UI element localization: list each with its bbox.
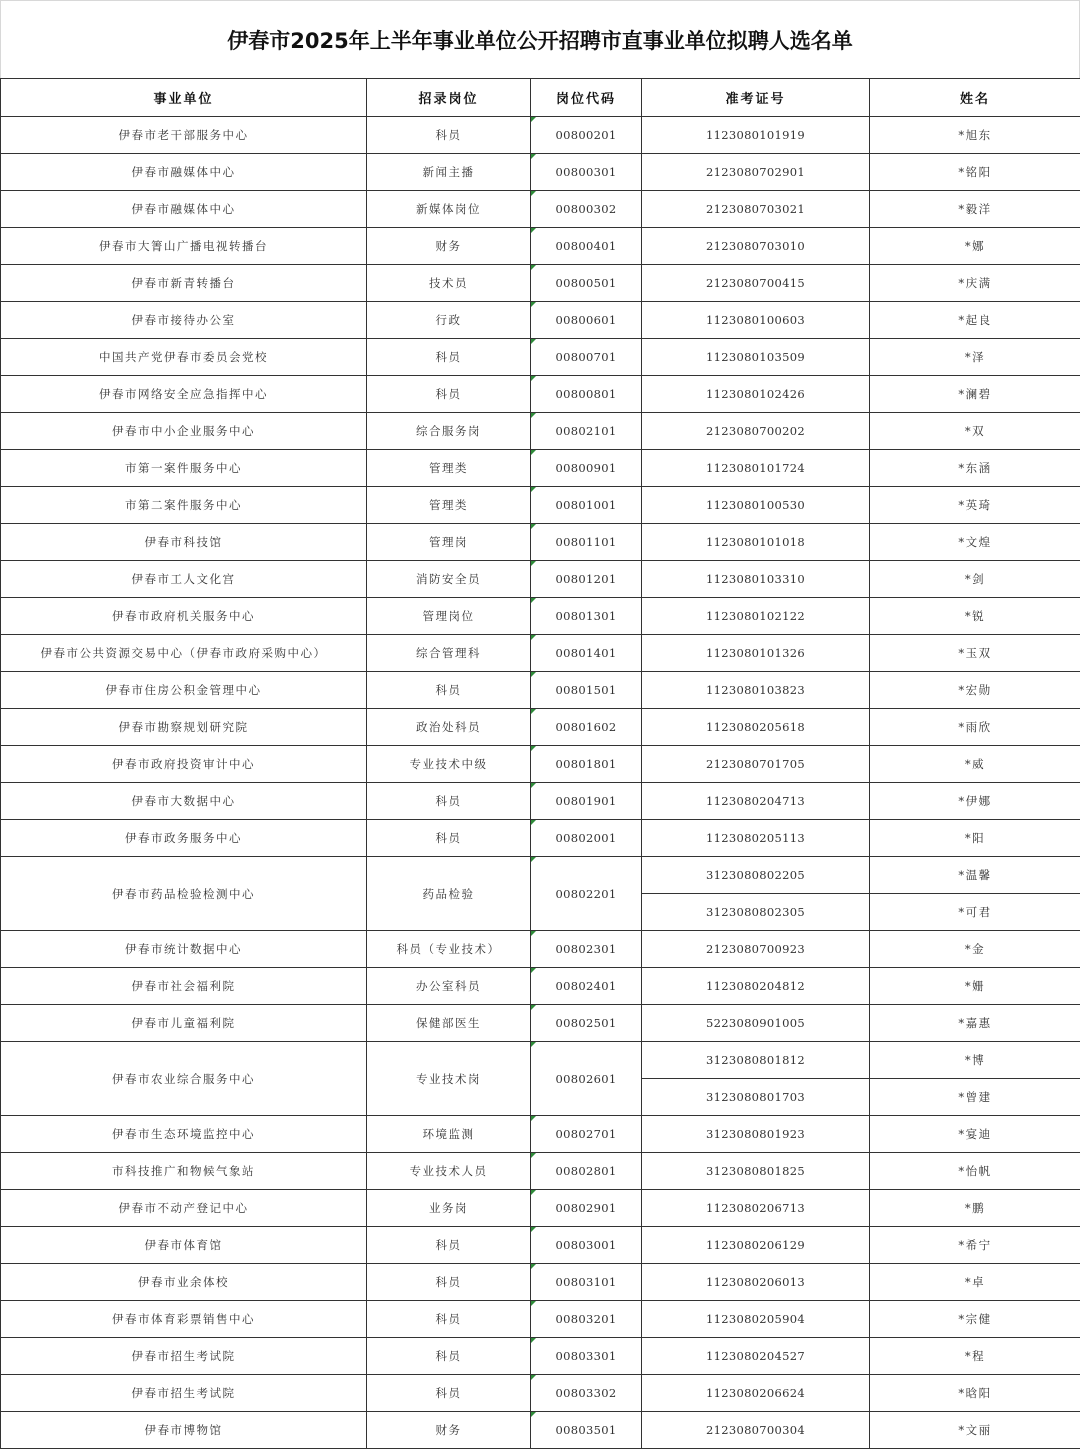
cell-name: *旭东 — [870, 117, 1080, 154]
cell-code: 00802301 — [531, 931, 642, 968]
cell-code: 00801401 — [531, 635, 642, 672]
cell-exam-number: 1123080101919 — [642, 117, 870, 154]
cell-name: *锐 — [870, 598, 1080, 635]
cell-position: 科员 — [367, 376, 531, 413]
table-row — [1, 1412, 1080, 1449]
cell-code: 00803302 — [531, 1375, 642, 1412]
cell-name: *庆满 — [870, 265, 1080, 302]
cell-name: *起良 — [870, 302, 1080, 339]
cell-name: *娜 — [870, 228, 1080, 265]
table-row — [1, 1153, 1080, 1190]
table-row — [1, 1264, 1080, 1301]
table-row — [1, 265, 1080, 302]
cell-exam-number: 1123080100530 — [642, 487, 870, 524]
cell-exam-number: 2123080700202 — [642, 413, 870, 450]
cell-code: 00803501 — [531, 1412, 642, 1449]
cell-code: 00803201 — [531, 1301, 642, 1338]
table-row — [1, 1005, 1080, 1042]
cell-code: 00801001 — [531, 487, 642, 524]
cell-position: 科员 — [367, 820, 531, 857]
table-row — [1, 709, 1080, 746]
cell-unit: 伊春市政府机关服务中心 — [1, 598, 367, 635]
cell-position: 环境监测 — [367, 1116, 531, 1153]
cell-code: 00801201 — [531, 561, 642, 598]
cell-unit: 伊春市业余体校 — [1, 1264, 367, 1301]
cell-exam-number: 1123080100603 — [642, 302, 870, 339]
cell-exam-number: 3123080801812 — [642, 1042, 870, 1079]
cell-name: *宏勋 — [870, 672, 1080, 709]
cell-name: *玉双 — [870, 635, 1080, 672]
cell-unit: 伊春市体育彩票销售中心 — [1, 1301, 367, 1338]
cell-name: *程 — [870, 1338, 1080, 1375]
cell-position: 技术员 — [367, 265, 531, 302]
cell-code: 00802801 — [531, 1153, 642, 1190]
cell-exam-number: 1123080205618 — [642, 709, 870, 746]
cell-exam-number: 1123080103310 — [642, 561, 870, 598]
cell-exam-number: 1123080102426 — [642, 376, 870, 413]
cell-code: 00802001 — [531, 820, 642, 857]
cell-name: *曾建 — [870, 1079, 1080, 1116]
cell-position: 管理岗位 — [367, 598, 531, 635]
cell-code: 00800601 — [531, 302, 642, 339]
cell-name: *威 — [870, 746, 1080, 783]
cell-position: 科员 — [367, 1264, 531, 1301]
cell-unit: 伊春市社会福利院 — [1, 968, 367, 1005]
cell-unit: 伊春市大箐山广播电视转播台 — [1, 228, 367, 265]
cell-exam-number: 1123080204812 — [642, 968, 870, 1005]
table-row — [1, 1042, 1080, 1079]
cell-name: *金 — [870, 931, 1080, 968]
cell-name: *泽 — [870, 339, 1080, 376]
cell-exam-number: 2123080702901 — [642, 154, 870, 191]
cell-exam-number: 1123080204713 — [642, 783, 870, 820]
cell-exam-number: 1123080101018 — [642, 524, 870, 561]
cell-exam-number: 1123080103509 — [642, 339, 870, 376]
cell-code: 00802701 — [531, 1116, 642, 1153]
cell-code: 00800501 — [531, 265, 642, 302]
cell-code: 00800302 — [531, 191, 642, 228]
table-row — [1, 1375, 1080, 1412]
cell-position: 消防安全员 — [367, 561, 531, 598]
cell-unit: 伊春市大数据中心 — [1, 783, 367, 820]
cell-unit: 伊春市新青转播台 — [1, 265, 367, 302]
cell-exam-number: 1123080206013 — [642, 1264, 870, 1301]
cell-position: 业务岗 — [367, 1190, 531, 1227]
cell-exam-number: 2123080703021 — [642, 191, 870, 228]
cell-position: 科员 — [367, 672, 531, 709]
cell-unit: 伊春市政府投资审计中心 — [1, 746, 367, 783]
table-row — [1, 450, 1080, 487]
cell-exam-number: 1123080206624 — [642, 1375, 870, 1412]
cell-unit: 伊春市不动产登记中心 — [1, 1190, 367, 1227]
cell-position: 科员 — [367, 117, 531, 154]
cell-position: 科员 — [367, 1301, 531, 1338]
cell-unit: 伊春市融媒体中心 — [1, 191, 367, 228]
cell-position: 行政 — [367, 302, 531, 339]
cell-name: *可君 — [870, 894, 1080, 931]
table-row — [1, 968, 1080, 1005]
cell-position: 管理类 — [367, 450, 531, 487]
cell-unit: 伊春市老干部服务中心 — [1, 117, 367, 154]
cell-position: 保健部医生 — [367, 1005, 531, 1042]
cell-name: *宗健 — [870, 1301, 1080, 1338]
cell-position: 专业技术中级 — [367, 746, 531, 783]
cell-exam-number: 1123080103823 — [642, 672, 870, 709]
cell-unit: 伊春市勘察规划研究院 — [1, 709, 367, 746]
cell-name: *雨欣 — [870, 709, 1080, 746]
cell-exam-number: 1123080205113 — [642, 820, 870, 857]
table-row — [1, 635, 1080, 672]
cell-name: *晗阳 — [870, 1375, 1080, 1412]
cell-exam-number: 3123080801825 — [642, 1153, 870, 1190]
table-row — [1, 413, 1080, 450]
cell-code: 00801301 — [531, 598, 642, 635]
cell-code: 00802201 — [531, 857, 642, 931]
table-header-row — [1, 79, 1080, 117]
cell-exam-number: 1123080101724 — [642, 450, 870, 487]
cell-code: 00800301 — [531, 154, 642, 191]
cell-code: 00800401 — [531, 228, 642, 265]
table-row — [1, 1190, 1080, 1227]
cell-unit: 市科技推广和物候气象站 — [1, 1153, 367, 1190]
cell-code: 00802501 — [531, 1005, 642, 1042]
table-row — [1, 376, 1080, 413]
table-row — [1, 524, 1080, 561]
cell-code: 00803101 — [531, 1264, 642, 1301]
cell-position: 专业技术岗 — [367, 1042, 531, 1116]
cell-name: *鹏 — [870, 1190, 1080, 1227]
cell-unit: 伊春市农业综合服务中心 — [1, 1042, 367, 1116]
cell-code: 00801801 — [531, 746, 642, 783]
cell-code: 00801101 — [531, 524, 642, 561]
cell-code: 00800801 — [531, 376, 642, 413]
cell-name: *姗 — [870, 968, 1080, 1005]
cell-name: *温馨 — [870, 857, 1080, 894]
cell-unit: 伊春市融媒体中心 — [1, 154, 367, 191]
table-row — [1, 339, 1080, 376]
cell-name: *卓 — [870, 1264, 1080, 1301]
table-row — [1, 561, 1080, 598]
cell-name: *剑 — [870, 561, 1080, 598]
cell-exam-number: 2123080703010 — [642, 228, 870, 265]
cell-position: 药品检验 — [367, 857, 531, 931]
table-row — [1, 191, 1080, 228]
table-row — [1, 1301, 1080, 1338]
cell-name: *铭阳 — [870, 154, 1080, 191]
table-row — [1, 672, 1080, 709]
cell-exam-number: 1123080101326 — [642, 635, 870, 672]
cell-position: 财务 — [367, 1412, 531, 1449]
cell-name: *嘉惠 — [870, 1005, 1080, 1042]
header-code: 岗位代码 — [531, 79, 642, 117]
cell-exam-number: 3123080802205 — [642, 857, 870, 894]
cell-exam-number: 3123080802305 — [642, 894, 870, 931]
table-row — [1, 1116, 1080, 1153]
cell-name: *宴迪 — [870, 1116, 1080, 1153]
cell-unit: 市第一案件服务中心 — [1, 450, 367, 487]
cell-unit: 伊春市招生考试院 — [1, 1375, 367, 1412]
cell-name: *东涵 — [870, 450, 1080, 487]
table-row — [1, 1338, 1080, 1375]
cell-name: *双 — [870, 413, 1080, 450]
table-row — [1, 487, 1080, 524]
table-row — [1, 598, 1080, 635]
cell-unit: 中国共产党伊春市委员会党校 — [1, 339, 367, 376]
cell-unit: 市第二案件服务中心 — [1, 487, 367, 524]
cell-position: 政治处科员 — [367, 709, 531, 746]
table-row — [1, 228, 1080, 265]
cell-exam-number: 2123080700304 — [642, 1412, 870, 1449]
table-row — [1, 857, 1080, 894]
cell-unit: 伊春市政务服务中心 — [1, 820, 367, 857]
cell-position: 科员 — [367, 1227, 531, 1264]
table-row — [1, 117, 1080, 154]
table-row — [1, 820, 1080, 857]
cell-position: 办公室科员 — [367, 968, 531, 1005]
cell-code: 00803001 — [531, 1227, 642, 1264]
cell-name: *伊娜 — [870, 783, 1080, 820]
cell-name: *文煌 — [870, 524, 1080, 561]
cell-unit: 伊春市住房公积金管理中心 — [1, 672, 367, 709]
cell-exam-number: 2123080700923 — [642, 931, 870, 968]
cell-exam-number: 2123080700415 — [642, 265, 870, 302]
table-row — [1, 931, 1080, 968]
cell-name: *英琦 — [870, 487, 1080, 524]
cell-code: 00802901 — [531, 1190, 642, 1227]
cell-code: 00802401 — [531, 968, 642, 1005]
cell-name: *希宁 — [870, 1227, 1080, 1264]
table-body — [1, 117, 1080, 1449]
cell-code: 00802601 — [531, 1042, 642, 1116]
cell-exam-number: 1123080102122 — [642, 598, 870, 635]
cell-name: *澜碧 — [870, 376, 1080, 413]
cell-unit: 伊春市统计数据中心 — [1, 931, 367, 968]
cell-unit: 伊春市药品检验检测中心 — [1, 857, 367, 931]
cell-unit: 伊春市生态环境监控中心 — [1, 1116, 367, 1153]
cell-position: 管理类 — [367, 487, 531, 524]
cell-unit: 伊春市招生考试院 — [1, 1338, 367, 1375]
cell-unit: 伊春市儿童福利院 — [1, 1005, 367, 1042]
cell-exam-number: 1123080206713 — [642, 1190, 870, 1227]
header-position: 招录岗位 — [367, 79, 531, 117]
cell-unit: 伊春市网络安全应急指挥中心 — [1, 376, 367, 413]
cell-name: *阳 — [870, 820, 1080, 857]
cell-position: 综合管理科 — [367, 635, 531, 672]
cell-position: 新闻主播 — [367, 154, 531, 191]
cell-position: 科员 — [367, 783, 531, 820]
cell-code: 00800201 — [531, 117, 642, 154]
table-row — [1, 783, 1080, 820]
cell-name: *毅洋 — [870, 191, 1080, 228]
cell-exam-number: 1123080205904 — [642, 1301, 870, 1338]
cell-position: 综合服务岗 — [367, 413, 531, 450]
table-row — [1, 302, 1080, 339]
candidate-table — [0, 78, 1080, 1449]
cell-unit: 伊春市中小企业服务中心 — [1, 413, 367, 450]
table-row — [1, 154, 1080, 191]
cell-code: 00800901 — [531, 450, 642, 487]
cell-code: 00803301 — [531, 1338, 642, 1375]
cell-exam-number: 2123080701705 — [642, 746, 870, 783]
cell-position: 财务 — [367, 228, 531, 265]
cell-code: 00801602 — [531, 709, 642, 746]
cell-exam-number: 5223080901005 — [642, 1005, 870, 1042]
table-row — [1, 746, 1080, 783]
cell-unit: 伊春市公共资源交易中心（伊春市政府采购中心） — [1, 635, 367, 672]
cell-exam-number: 1123080204527 — [642, 1338, 870, 1375]
cell-position: 科员 — [367, 339, 531, 376]
cell-code: 00801501 — [531, 672, 642, 709]
cell-exam-number: 3123080801923 — [642, 1116, 870, 1153]
cell-name: *怡帆 — [870, 1153, 1080, 1190]
header-name: 姓名 — [870, 79, 1080, 117]
cell-position: 管理岗 — [367, 524, 531, 561]
cell-exam-number: 1123080206129 — [642, 1227, 870, 1264]
table-row — [1, 1227, 1080, 1264]
cell-unit: 伊春市体育馆 — [1, 1227, 367, 1264]
cell-code: 00800701 — [531, 339, 642, 376]
cell-unit: 伊春市科技馆 — [1, 524, 367, 561]
cell-name: *文丽 — [870, 1412, 1080, 1449]
cell-unit: 伊春市接待办公室 — [1, 302, 367, 339]
cell-code: 00801901 — [531, 783, 642, 820]
cell-position: 科员 — [367, 1375, 531, 1412]
page-title: 伊春市2025年上半年事业单位公开招聘市直事业单位拟聘人选名单 — [0, 0, 1080, 78]
cell-exam-number: 3123080801703 — [642, 1079, 870, 1116]
cell-position: 科员（专业技术） — [367, 931, 531, 968]
cell-position: 科员 — [367, 1338, 531, 1375]
header-exam-number: 准考证号 — [642, 79, 870, 117]
cell-name: *博 — [870, 1042, 1080, 1079]
header-unit: 事业单位 — [1, 79, 367, 117]
cell-position: 新媒体岗位 — [367, 191, 531, 228]
cell-position: 专业技术人员 — [367, 1153, 531, 1190]
cell-unit: 伊春市工人文化宫 — [1, 561, 367, 598]
cell-unit: 伊春市博物馆 — [1, 1412, 367, 1449]
cell-code: 00802101 — [531, 413, 642, 450]
